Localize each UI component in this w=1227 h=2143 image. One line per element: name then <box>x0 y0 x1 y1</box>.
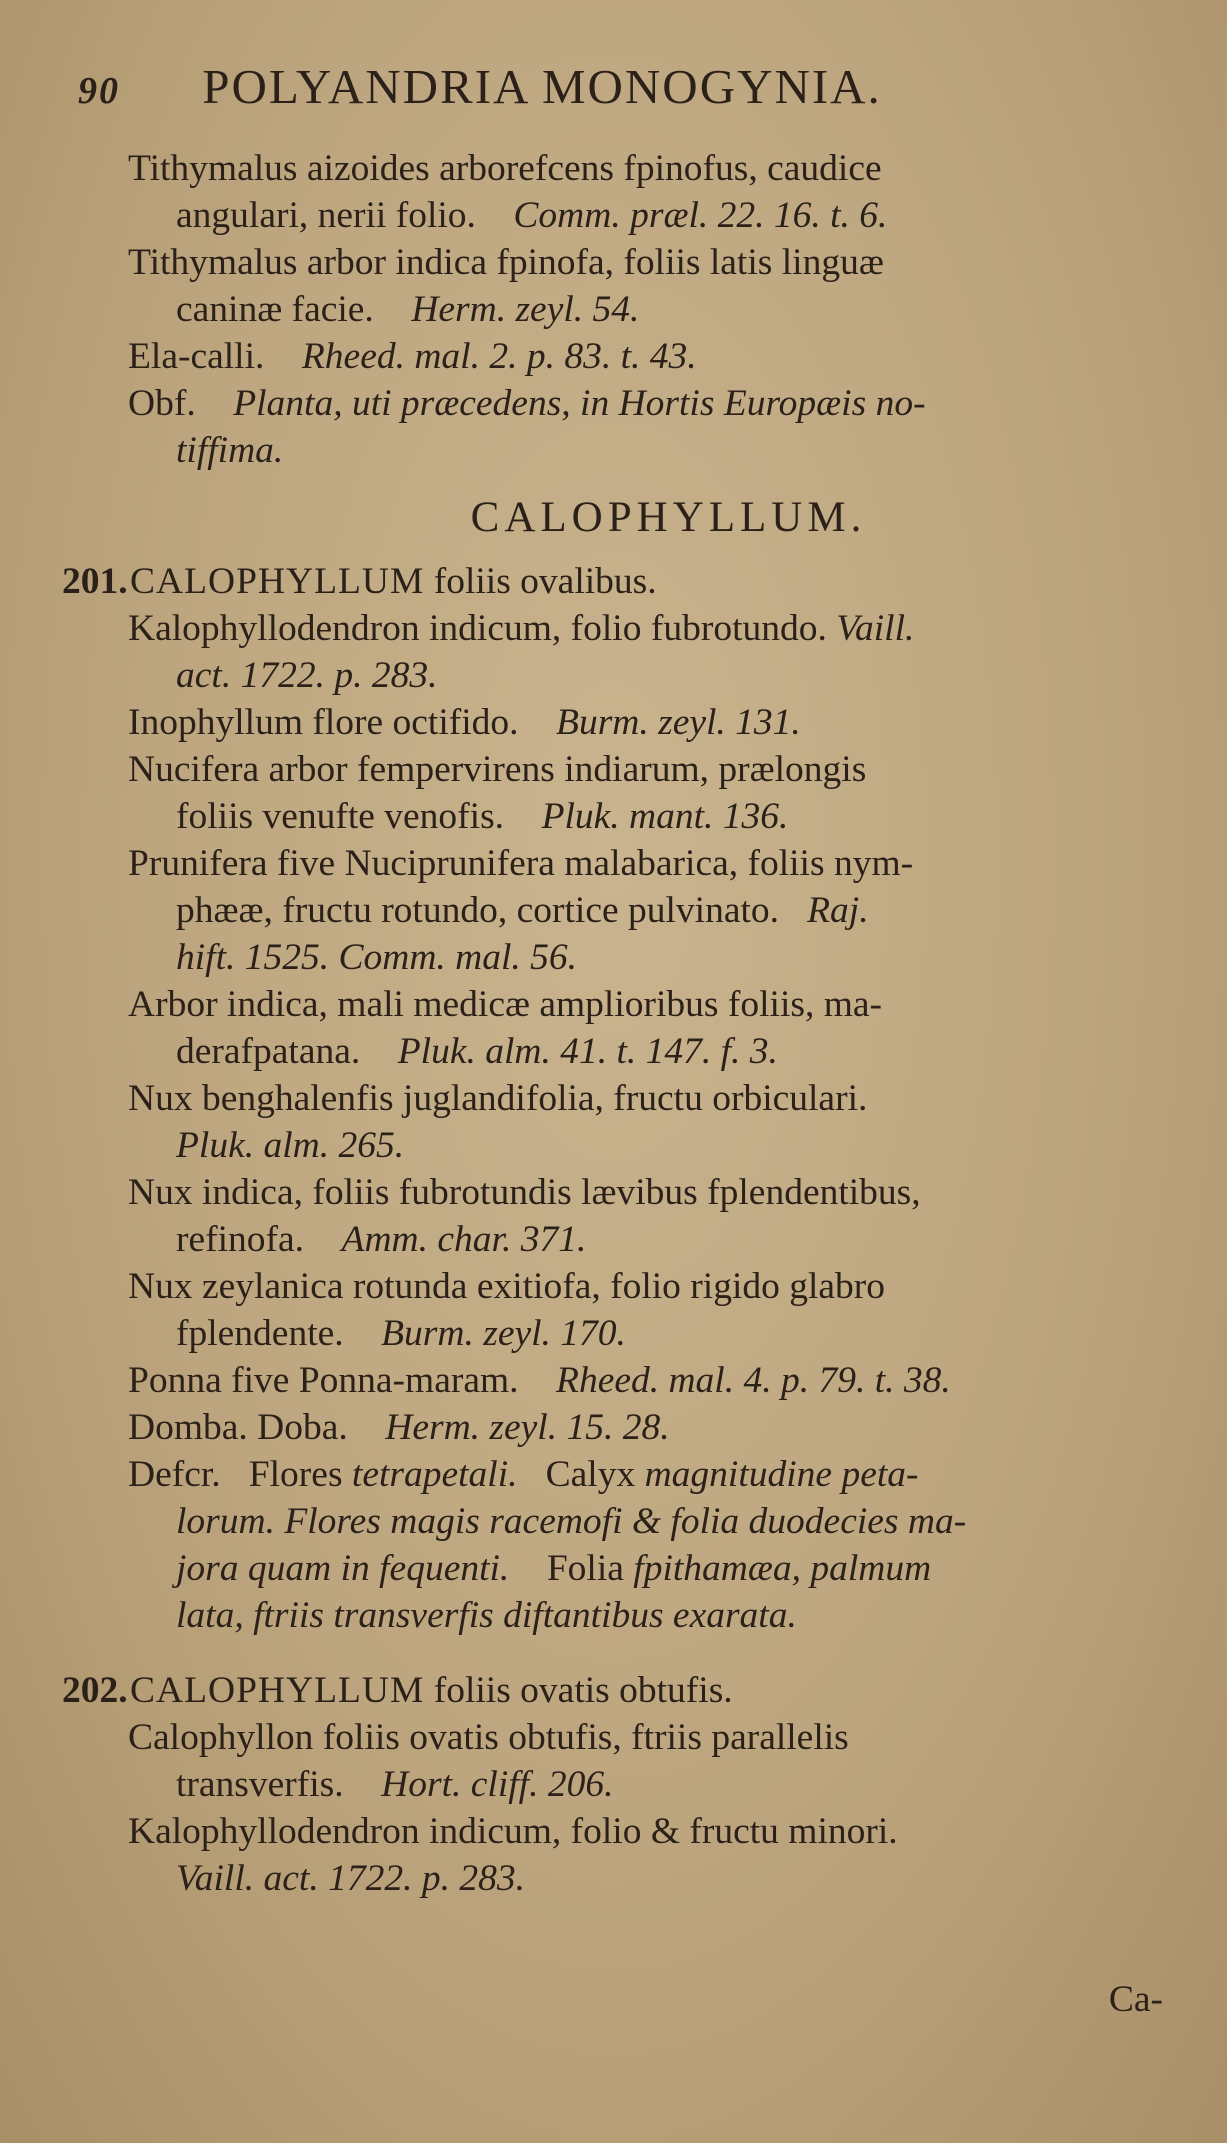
description-entry: Defcr. Flores tetrapetali. Calyx magnitudine peta- lorum. Flores magis racemofi & folia duodecies ma- jora quam in fequenti. Folia fpithamæa, palmum lata, ftriis transverfis diftantibus exarata. <box>128 1454 967 1636</box>
synonym-entry: Calophyllon foliis ovatis obtufis, ftriis parallelis transverfis. Hort. cliff. 206. <box>128 1717 849 1805</box>
synonym-entry: Inophyllum flore octifido. Burm. zeyl. 131. <box>128 702 801 743</box>
synonym-entry: Kalophyllodendron indicum, folio fubrotundo. Vaill. act. 1722. p. 283. <box>128 608 915 696</box>
synonym-entry: Ponna five Ponna-maram. Rheed. mal. 4. p. 79. t. 38. <box>128 1360 951 1401</box>
catchword: Ca- <box>1108 1979 1163 2020</box>
page-title: POLYANDRIA MONOGYNIA. <box>202 59 882 114</box>
observation-entry: Obf. Planta, uti præcedens, in Hortis Europæis no- tiffima. <box>128 383 926 471</box>
page-number: 90 <box>78 70 120 112</box>
synonym-entry: Nux indica, foliis fubrotundis lævibus fplendentibus, refinofa. Amm. char. 371. <box>128 1172 921 1260</box>
running-header <box>78 58 1178 115</box>
synonym-entry: Nucifera arbor fempervirens indiarum, prælongis foliis venufte venofis. Pluk. mant. 136. <box>128 749 867 837</box>
synonym-entry: Tithymalus aizoides arborefcens fpinofus, caudice angulari, nerii folio. Comm. præl. 22. 16. t. 6. <box>128 148 888 236</box>
page-body <box>0 145 1227 1902</box>
synonym-entry: Tithymalus arbor indica fpinofa, foliis latis linguæ caninæ facie. Herm. zeyl. 54. <box>128 242 884 330</box>
genus-heading: CALOPHYLLUM. <box>470 494 867 541</box>
species-heading-202: 202.CALOPHYLLUM foliis ovatis obtufis. <box>62 1670 733 1711</box>
synonym-entry: Ela-calli. Rheed. mal. 2. p. 83. t. 43. <box>128 336 697 377</box>
synonym-entry: Nux benghalenfis juglandifolia, fructu orbiculari. Pluk. alm. 265. <box>128 1078 868 1166</box>
synonym-entry: Kalophyllodendron indicum, folio & fructu minori. Vaill. act. 1722. p. 283. <box>128 1811 898 1899</box>
synonym-entry: Prunifera five Nuciprunifera malabarica, foliis nym- phææ, fructu rotundo, cortice pulvinato. Raj. hift. 1525. Comm. mal. 56. <box>128 843 914 978</box>
synonym-entry: Arbor indica, mali medicæ amplioribus foliis, ma- derafpatana. Pluk. alm. 41. t. 147. f. 3. <box>128 984 883 1072</box>
synonym-entry: Domba. Doba. Herm. zeyl. 15. 28. <box>128 1407 670 1448</box>
synonym-entry: Nux zeylanica rotunda exitiofa, folio rigido glabro fplendente. Burm. zeyl. 170. <box>128 1266 886 1354</box>
species-heading-201: 201.CALOPHYLLUM foliis ovalibus. <box>62 561 657 602</box>
